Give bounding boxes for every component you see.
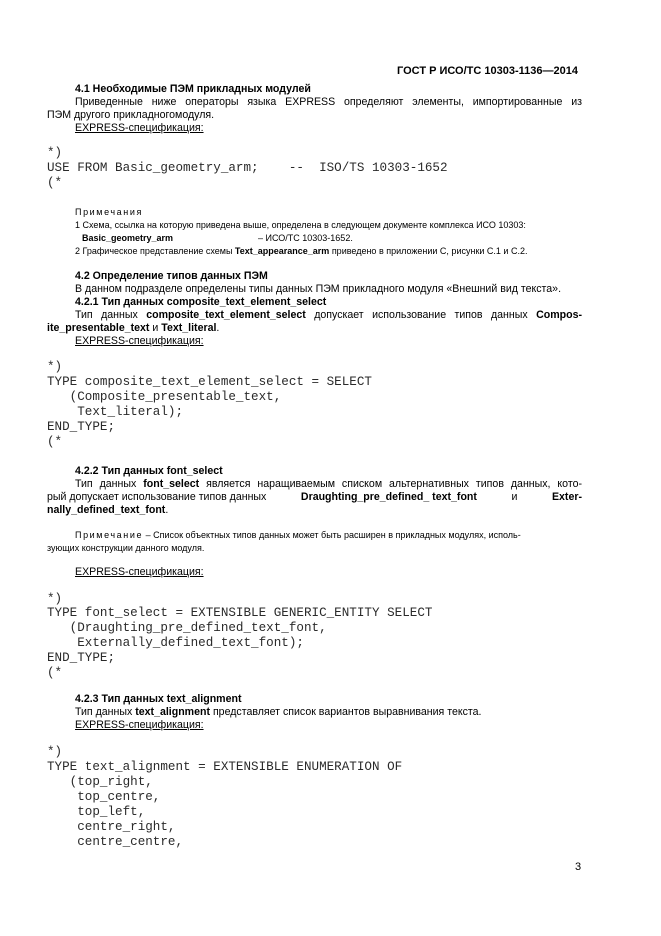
term: Draughting_pre_defined_ text_font [300,491,477,503]
code-line: (* [47,666,63,680]
code-line: USE FROM Basic_geometry_arm; -- ISO/TS 10303-1652 [47,161,448,175]
code-line: *) [47,360,63,374]
express-spec-label: EXPRESS-спецификация: [75,122,204,134]
paragraph-line [75,309,582,322]
code-line: (* [47,435,63,449]
term: Exter- [551,491,582,503]
express-spec-label: EXPRESS-спецификация: [75,566,204,578]
note-line [75,245,527,257]
notes-title: Примечания [75,207,143,217]
paragraph-line: В данном подразделе определены типы данных ПЭМ прикладного модуля «Внешний вид текста». [75,283,562,295]
code-line: *) [47,745,63,759]
text: Тип данных [75,706,136,718]
paragraph-line [47,504,168,517]
text: . [216,322,220,334]
subsection-heading-4-2-3: 4.2.3 Тип данных text_alignment [75,693,242,705]
code-line: (Composite_presentable_text, [47,390,282,404]
subsection-heading-4-2-1: 4.2.1 Тип данных composite_text_element_select [75,296,327,308]
note-line [75,529,521,541]
code-line: TYPE composite_text_element_select = SELECT [47,375,372,389]
note-term: Text_appearance_arm [234,246,330,256]
term: Text_literal [161,322,217,334]
note-line: зующих конструкции данного модуля. [47,543,205,553]
note-text: 2 Графическое представление схемы [75,246,235,256]
code-line: *) [47,146,63,160]
note-line: 1 Схема, ссылка на которую приведена выше, определена в следующем документе комплекса ИСО 10303: [75,220,526,230]
note-reference: – ИСО/ТС 10303-1652. [258,233,353,243]
paragraph-line [75,478,582,491]
text: Тип данных [75,478,144,490]
page-number: 3 [575,861,582,873]
term: ite_presentable_text [47,322,150,334]
express-spec-label: EXPRESS-спецификация: [75,335,204,347]
code-line: TYPE text_alignment = EXTENSIBLE ENUMERATION OF [47,760,403,774]
paragraph-line [47,491,582,504]
paragraph-line: ПЭМ другого прикладногомодуля. [47,109,215,121]
code-line: *) [47,592,63,606]
term: nally_defined_text_font [47,504,166,516]
code-line: (Draughting_pre_defined_text_font, [47,621,327,635]
document-id: ГОСТ Р ИСО/ТС 10303-1136—2014 [397,65,578,77]
note-text: приведено в приложении С, рисунки С.1 и С.2. [329,246,528,256]
code-line: top_left, [47,805,146,819]
code-line: Externally_defined_text_font); [47,636,304,650]
term: Compos- [536,309,582,321]
text: . [165,504,169,516]
section-heading-4-2: 4.2 Определение типов данных ПЭМ [75,270,268,282]
text: является наращиваемым списком альтернативных типов данных, кото- [199,478,582,490]
code-line: TYPE font_select = EXTENSIBLE GENERIC_ENTITY SELECT [47,606,433,620]
term: font_select [143,478,200,490]
paragraph-line: Приведенные ниже операторы языка EXPRESS определяют элементы, импортированные из [75,96,582,108]
code-line: Text_literal); [47,405,184,419]
code-line: END_TYPE; [47,651,116,665]
text: и [511,491,518,503]
express-spec-label: EXPRESS-спецификация: [75,719,204,731]
term: text_alignment [135,706,210,718]
term: composite_text_element_select [146,309,306,321]
paragraph-line [47,322,219,335]
code-line: (top_right, [47,775,153,789]
text: рый допускает использование типов данных [47,491,267,503]
note-text: – Список объектных типов данных может быть расширен в прикладных модулях, исполь- [143,530,521,540]
code-line: centre_right, [47,820,176,834]
text: допускает использование типов данных [305,309,537,321]
text: и [149,322,162,334]
note-term: Basic_geometry_arm [82,233,174,243]
code-line: top_centre, [47,790,161,804]
note-label: Примечание [75,530,144,540]
text: Тип данных [75,309,147,321]
code-line: (* [47,176,63,190]
text: представляет список вариантов выравнивания текста. [210,706,482,718]
code-line: centre_centre, [47,835,184,849]
paragraph-line [75,706,481,719]
code-line: END_TYPE; [47,420,116,434]
subsection-heading-4-2-2: 4.2.2 Тип данных font_select [75,465,223,477]
section-heading-4-1: 4.1 Необходимые ПЭМ прикладных модулей [75,83,311,95]
